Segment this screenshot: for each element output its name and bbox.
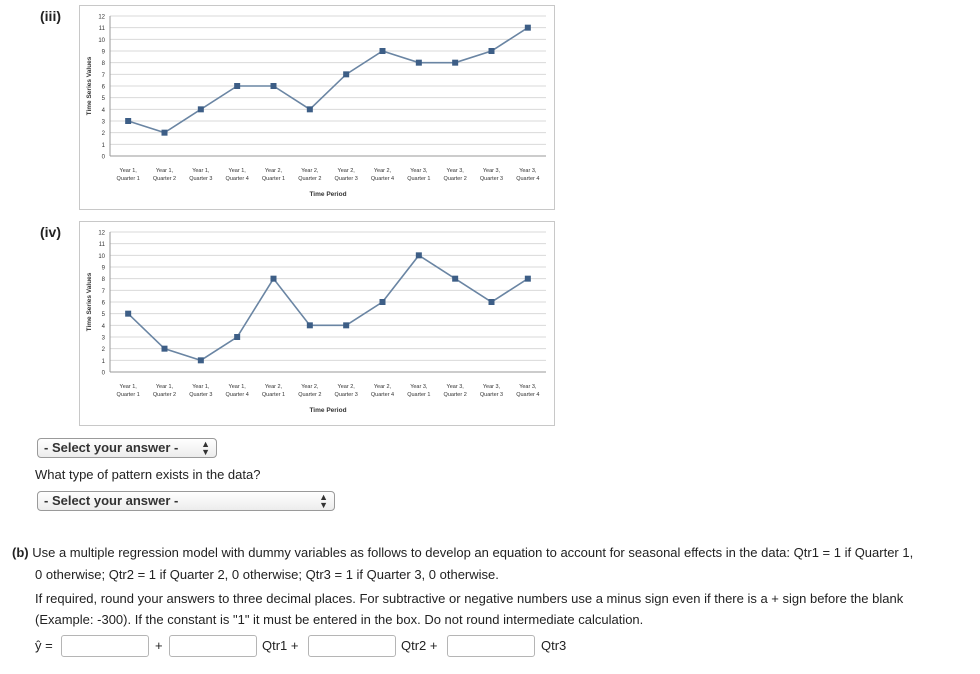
select-arrows-icon: ▲ ▼ <box>201 439 210 457</box>
series-line <box>128 28 528 133</box>
part-b-label: (b) <box>12 545 29 560</box>
data-point <box>307 106 313 112</box>
x-tick-label: Quarter 1 <box>407 176 431 182</box>
data-point <box>198 106 204 112</box>
y-tick-label: 8 <box>101 277 105 284</box>
x-tick-label: Year 2, <box>337 168 355 174</box>
x-tick-label: Quarter 3 <box>334 176 358 182</box>
x-tick-label: Year 1, <box>119 168 137 174</box>
x-tick-label: Quarter 3 <box>479 176 504 182</box>
x-tick-label: Year 2, <box>373 168 392 174</box>
x-tick-label: Quarter 1 <box>261 176 286 182</box>
data-point <box>162 346 168 352</box>
y-tick-label: 9 <box>101 49 105 56</box>
data-point <box>525 276 531 282</box>
x-tick-label: Year 3, <box>482 384 501 390</box>
select-2-value: - Select your answer - <box>44 493 179 508</box>
data-point <box>489 299 495 305</box>
y-tick-label: 6 <box>101 300 105 307</box>
y-axis-label: Time Series Values <box>86 272 93 332</box>
instructions-line2: (Example: -300). If the constant is "1" it must be entered in the box. Do not round intermediate calculation. <box>35 612 644 627</box>
chart-iv <box>79 221 555 426</box>
data-point <box>525 25 531 31</box>
x-tick-label: Quarter 2 <box>443 392 467 398</box>
x-tick-label: Quarter 1 <box>116 176 140 182</box>
answer-select-2[interactable] <box>37 491 335 511</box>
pattern-question: What type of pattern exists in the data? <box>35 467 261 482</box>
y-tick-label: 0 <box>101 154 105 161</box>
data-point <box>343 322 349 328</box>
x-tick-label: Quarter 3 <box>334 392 358 398</box>
instructions-line1: If required, round your answers to three decimal places. For subtractive or negative numbers use a minus sign even if there is a + sign before the blank <box>35 591 904 606</box>
data-point <box>198 357 204 363</box>
x-tick-label: Year 1, <box>228 168 246 174</box>
y-tick-label: 1 <box>101 358 105 365</box>
x-tick-label: Quarter 4 <box>370 392 395 398</box>
x-tick-label: Year 3, <box>446 384 464 390</box>
line-chart-iv <box>80 222 554 425</box>
data-point <box>452 60 458 66</box>
qtr3-label: Qtr3 <box>541 638 567 653</box>
data-point <box>234 334 240 340</box>
data-point <box>380 48 386 54</box>
chart-iii <box>79 5 555 210</box>
x-tick-label: Quarter 4 <box>225 392 249 398</box>
x-tick-label: Year 1, <box>155 384 174 390</box>
y-tick-label: 10 <box>98 253 105 260</box>
data-point <box>125 311 131 317</box>
x-axis-label: Time Period <box>309 191 347 198</box>
data-point <box>343 71 349 77</box>
x-tick-label: Year 3, <box>482 168 501 174</box>
x-tick-label: Year 1, <box>119 384 137 390</box>
x-tick-label: Year 1, <box>192 168 210 174</box>
x-tick-label: Year 1, <box>228 384 246 390</box>
data-point <box>452 276 458 282</box>
x-tick-label: Quarter 4 <box>516 176 540 182</box>
x-tick-label: Year 1, <box>192 384 210 390</box>
x-tick-label: Year 2, <box>373 384 392 390</box>
x-axis-label: Time Period <box>309 407 347 414</box>
data-point <box>271 276 277 282</box>
x-tick-label: Year 3, <box>446 168 464 174</box>
data-point <box>416 60 422 66</box>
qtr1-coefficient-input[interactable] <box>169 635 257 657</box>
data-point <box>489 48 495 54</box>
y-tick-label: 8 <box>101 61 105 68</box>
x-tick-label: Quarter 1 <box>261 392 286 398</box>
y-axis-label: Time Series Values <box>86 56 93 116</box>
chart-label-iii: (iii) <box>40 8 61 24</box>
part-b-line1 <box>12 545 913 560</box>
x-tick-label: Quarter 2 <box>152 392 177 398</box>
plus-sign: + <box>155 638 163 653</box>
x-tick-label: Year 2, <box>264 384 283 390</box>
x-tick-label: Quarter 4 <box>370 176 395 182</box>
x-tick-label: Quarter 2 <box>152 176 177 182</box>
y-tick-label: 11 <box>98 26 105 33</box>
qtr3-coefficient-input[interactable] <box>447 635 535 657</box>
qtr2-coefficient-input[interactable] <box>308 635 396 657</box>
x-tick-label: Quarter 2 <box>298 392 322 398</box>
qtr1-label: Qtr1 + <box>262 638 299 653</box>
x-tick-label: Year 3, <box>519 384 537 390</box>
part-b-text-1: Use a multiple regression model with dummy variables as follows to develop an equation to account for seasonal effects in the data: Qtr1 = 1 if Quarter 1, <box>32 545 914 560</box>
x-tick-label: Year 2, <box>337 384 355 390</box>
y-tick-label: 9 <box>101 265 105 272</box>
y-tick-label: 3 <box>101 335 105 342</box>
x-tick-label: Year 3, <box>519 168 537 174</box>
line-chart-iii <box>80 6 554 209</box>
x-tick-label: Quarter 3 <box>189 176 213 182</box>
x-tick-label: Quarter 3 <box>189 392 213 398</box>
x-tick-label: Year 1, <box>155 168 174 174</box>
y-tick-label: 12 <box>98 14 105 21</box>
data-point <box>271 83 277 89</box>
yhat-label: ŷ = <box>35 638 53 653</box>
x-tick-label: Year 2, <box>301 384 319 390</box>
x-tick-label: Quarter 4 <box>225 176 249 182</box>
x-tick-label: Year 3, <box>410 168 428 174</box>
data-point <box>234 83 240 89</box>
y-tick-label: 10 <box>98 37 105 44</box>
data-point <box>162 130 168 136</box>
x-tick-label: Year 3, <box>410 384 428 390</box>
y-tick-label: 0 <box>101 370 105 377</box>
data-point <box>380 299 386 305</box>
qtr2-label: Qtr2 + <box>401 638 438 653</box>
answer-select-1[interactable] <box>37 438 217 458</box>
y-tick-label: 12 <box>98 230 105 237</box>
data-point <box>125 118 131 124</box>
y-tick-label: 4 <box>101 107 105 114</box>
y-tick-label: 6 <box>101 84 105 91</box>
select-1-value: - Select your answer - <box>44 440 179 455</box>
y-tick-label: 1 <box>101 142 105 149</box>
data-point <box>307 322 313 328</box>
select-arrows-icon: ▲ ▼ <box>319 492 328 510</box>
x-tick-label: Year 2, <box>264 168 283 174</box>
y-tick-label: 7 <box>101 288 105 295</box>
chart-label-iv: (iv) <box>40 224 61 240</box>
series-line <box>128 255 528 360</box>
y-tick-label: 7 <box>101 72 105 79</box>
data-point <box>416 252 422 258</box>
x-tick-label: Quarter 4 <box>516 392 540 398</box>
x-tick-label: Quarter 2 <box>443 176 467 182</box>
y-tick-label: 5 <box>101 96 105 103</box>
x-tick-label: Quarter 2 <box>298 176 322 182</box>
x-tick-label: Year 2, <box>301 168 319 174</box>
y-tick-label: 2 <box>101 347 105 354</box>
y-tick-label: 2 <box>101 131 105 138</box>
y-tick-label: 11 <box>98 242 105 249</box>
y-tick-label: 5 <box>101 312 105 319</box>
y-tick-label: 3 <box>101 119 105 126</box>
y-tick-label: 4 <box>101 323 105 330</box>
x-tick-label: Quarter 3 <box>479 392 504 398</box>
x-tick-label: Quarter 1 <box>116 392 140 398</box>
part-b-line2: 0 otherwise; Qtr2 = 1 if Quarter 2, 0 otherwise; Qtr3 = 1 if Quarter 3, 0 otherwise. <box>35 567 499 582</box>
constant-input[interactable] <box>61 635 149 657</box>
x-tick-label: Quarter 1 <box>407 392 431 398</box>
